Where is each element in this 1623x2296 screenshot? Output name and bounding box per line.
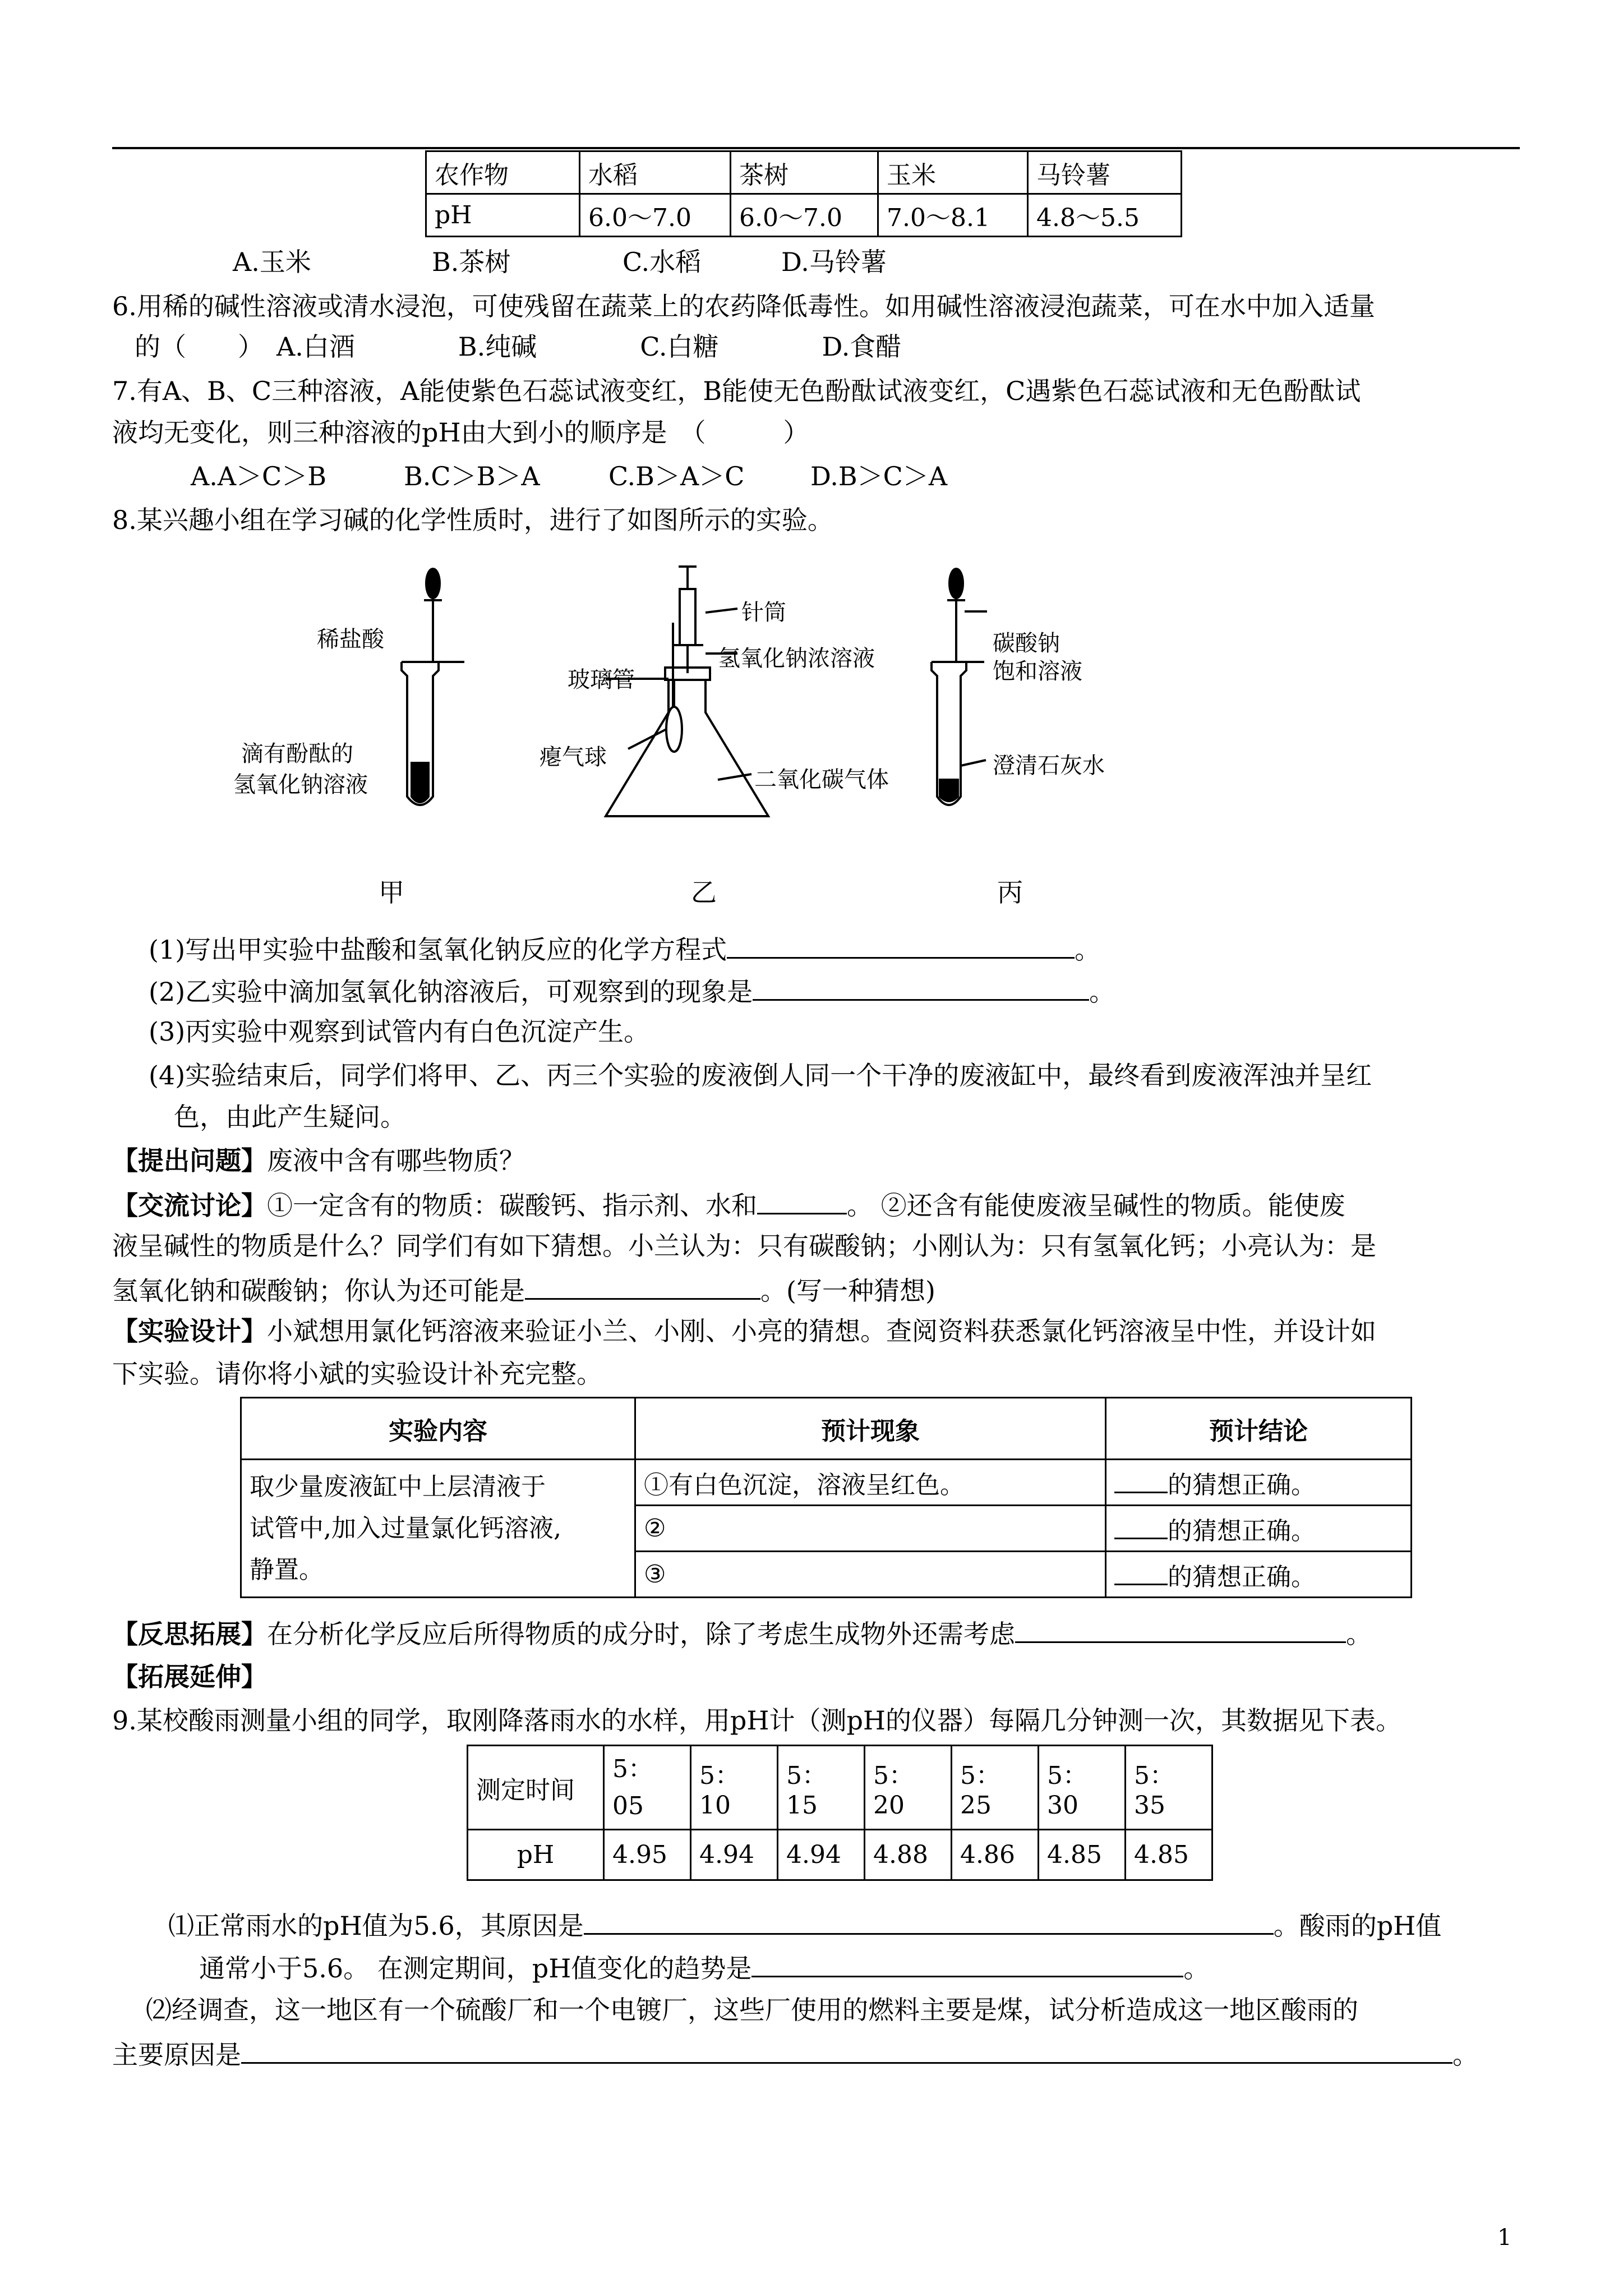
table-cell: 的猜想正确。	[1106, 1552, 1412, 1598]
label-balloon: 瘪气球	[540, 744, 607, 770]
page-number: 1	[1497, 2225, 1512, 2251]
q6-line2: 的（ ） A.白酒 B.纯碱 C.白糖 D.食醋	[135, 332, 902, 362]
answer-blank[interactable]	[753, 973, 1089, 1001]
q9-intro: 9.某校酸雨测量小组的同学，取刚降落雨水的水样，用pH计（测pH的仪器）每隔几分钟测一次，其数据见下表。	[112, 1705, 1402, 1736]
table-cell: ②	[635, 1506, 1106, 1552]
header-rule	[112, 147, 1520, 149]
table-cell: 4.88	[865, 1830, 952, 1880]
q5-option-c: C.水稻	[623, 247, 702, 277]
caption-bing: 丙	[997, 877, 1023, 908]
table-cell: pH	[468, 1830, 604, 1880]
experiment-design-table	[240, 1397, 1412, 1598]
label-glass-tube: 玻璃管	[568, 667, 635, 693]
answer-blank[interactable]	[1114, 1470, 1168, 1493]
label-syringe: 针筒	[741, 600, 786, 625]
caption-yi: 乙	[691, 877, 717, 908]
q5-option-d: D.马铃薯	[781, 247, 887, 277]
table-cell: 5：20	[865, 1746, 952, 1830]
label-saturated-solution: 饱和溶液	[993, 659, 1082, 684]
discussion-line1: 【交流讨论】①一定含有的物质：碳酸钙、指示剂、水和 。 ②还含有能使废液呈碱性的物质。能使废	[112, 1187, 1345, 1222]
table-cell: 的猜想正确。	[1106, 1506, 1412, 1552]
table-cell: 5：30	[1039, 1746, 1126, 1830]
label-co2-gas: 二氧化碳气体	[754, 767, 889, 793]
design-line1: 【实验设计】小斌想用氯化钙溶液来验证小兰、小刚、小亮的猜想。查阅资料获悉氯化钙溶液呈中性，并设计如	[112, 1316, 1376, 1346]
label-na2co3: 碳酸钠	[993, 631, 1060, 656]
q7-line2: 液均无变化，则三种溶液的pH由大到小的顺序是 （ ）	[112, 417, 809, 448]
table-cell: 的猜想正确。	[1106, 1460, 1412, 1506]
q9-p1-line1: ⑴正常雨水的pH值为5.6，其原因是 。酸雨的pH值	[168, 1907, 1441, 1942]
answer-blank[interactable]	[525, 1272, 760, 1300]
q8-s1: (1)写出甲实验中盐酸和氢氧化钠反应的化学方程式 。	[149, 931, 1100, 966]
answer-blank[interactable]	[751, 1950, 1183, 1977]
q7-option-d: D.B＞C＞A	[810, 461, 948, 491]
table-cell: 5：25	[952, 1746, 1039, 1830]
label-limewater: 澄清石灰水	[993, 753, 1105, 779]
table-cell: 水稻	[580, 151, 731, 194]
extend-heading: 【拓展延伸】	[112, 1662, 267, 1692]
table-cell: 5：10	[691, 1746, 778, 1830]
q7-option-b: B.C＞B＞A	[404, 461, 540, 491]
table-cell: 4.8～5.5	[1028, 194, 1182, 237]
q5-option-b: B.茶树	[432, 247, 511, 277]
q7-option-a: A.A＞C＞B	[191, 461, 327, 491]
table-header: 预计结论	[1106, 1398, 1412, 1460]
label-naoh-solution: 氢氧化钠溶液	[233, 772, 368, 798]
table-cell: 4.86	[952, 1830, 1039, 1880]
table-cell-content: 取少量废液缸中上层清液于 试管中,加入过量氯化钙溶液, 静置。	[241, 1460, 635, 1598]
design-line2: 下实验。请你将小斌的实验设计补充完整。	[112, 1359, 602, 1389]
ask-section: 【提出问题】废液中含有哪些物质？	[112, 1145, 525, 1176]
reflect-section: 【反思拓展】在分析化学反应后所得物质的成分时，除了考虑生成物外还需考虑 。	[112, 1616, 1372, 1650]
answer-blank[interactable]	[1114, 1562, 1168, 1585]
q8-s4a: (4)实验结束后，同学们将甲、乙、丙三个实验的废液倒人同一个干净的废液缸中，最终看到废液浑浊并呈红	[149, 1060, 1372, 1091]
q7-option-c: C.B＞A＞C	[608, 461, 745, 491]
table-cell: 茶树	[731, 151, 878, 194]
table-cell: 5：35	[1126, 1746, 1212, 1830]
q8-s4b: 色，由此产生疑问。	[174, 1102, 406, 1132]
q8-intro: 8.某兴趣小组在学习碱的化学性质时，进行了如图所示的实验。	[112, 505, 833, 535]
table-cell: 测定时间	[468, 1746, 604, 1830]
q9-p1-line2: 通常小于5.6。 在测定期间，pH值变化的趋势是 。	[199, 1950, 1209, 1985]
table-cell: ①有白色沉淀，溶液呈红色。	[635, 1460, 1106, 1506]
q5-option-a: A.玉米	[233, 247, 311, 277]
table-cell: 7.0～8.1	[878, 194, 1028, 237]
q6-line1: 6.用稀的碱性溶液或清水浸泡，可使残留在蔬菜上的农药降低毒性。如用碱性溶液浸泡蔬菜，可在水中加入适量	[112, 291, 1375, 321]
table-cell: 4.85	[1126, 1830, 1212, 1880]
table-cell: 5： 05	[604, 1746, 691, 1830]
answer-blank[interactable]	[1015, 1616, 1346, 1643]
table-cell: 4.85	[1039, 1830, 1126, 1880]
table-cell: 4.94	[691, 1830, 778, 1880]
label-dilute-hcl: 稀盐酸	[317, 627, 384, 652]
answer-blank[interactable]	[584, 1907, 1274, 1935]
table-cell: 玉米	[878, 151, 1028, 194]
ph-measurement-table	[467, 1745, 1213, 1881]
q9-p2-line1: ⑵经调查，这一地区有一个硫酸厂和一个电镀厂，这些厂使用的燃料主要是煤，试分析造成这一地区酸雨的	[146, 1995, 1358, 2025]
discussion-line2: 液呈碱性的物质是什么？同学们有如下猜想。小兰认为：只有碳酸钠；小刚认为：只有氢氧化钙；小亮认为：是	[112, 1231, 1376, 1261]
bing-apparatus	[932, 569, 984, 805]
table-cell: 6.0～7.0	[580, 194, 731, 237]
label-phenolphthalein: 滴有酚酞的	[241, 741, 353, 767]
answer-blank[interactable]	[727, 931, 1075, 959]
table-cell: 4.94	[778, 1830, 865, 1880]
label-conc-naoh: 氢氧化钠浓溶液	[718, 646, 875, 671]
table-cell: ③	[635, 1552, 1106, 1598]
table-cell: 6.0～7.0	[731, 194, 878, 237]
answer-blank[interactable]	[241, 2036, 1453, 2064]
crop-ph-table	[425, 150, 1182, 237]
table-header: 预计现象	[635, 1398, 1106, 1460]
q9-p2-line2: 主要原因是 。	[112, 2036, 1478, 2071]
answer-blank[interactable]	[757, 1187, 847, 1214]
table-cell: 农作物	[426, 151, 580, 194]
table-cell: 4.95	[604, 1830, 691, 1880]
discussion-line3: 氢氧化钠和碳酸钠；你认为还可能是 。(写一种猜想)	[112, 1272, 935, 1307]
q7-line1: 7.有A、B、C三种溶液，A能使紫色石蕊试液变红，B能使无色酚酞试液变红，C遇紫色石蕊试液和无色酚酞试	[112, 376, 1361, 406]
jia-apparatus	[402, 569, 464, 805]
q8-s2: (2)乙实验中滴加氢氧化钠溶液后，可观察到的现象是 。	[149, 973, 1115, 1008]
caption-jia: 甲	[379, 877, 404, 908]
table-header: 实验内容	[241, 1398, 635, 1460]
table-cell: 马铃薯	[1028, 151, 1182, 194]
table-cell: pH	[426, 194, 580, 237]
answer-blank[interactable]	[1114, 1516, 1168, 1539]
q8-s3: (3)丙实验中观察到试管内有白色沉淀产生。	[149, 1016, 650, 1047]
table-cell: 5：15	[778, 1746, 865, 1830]
